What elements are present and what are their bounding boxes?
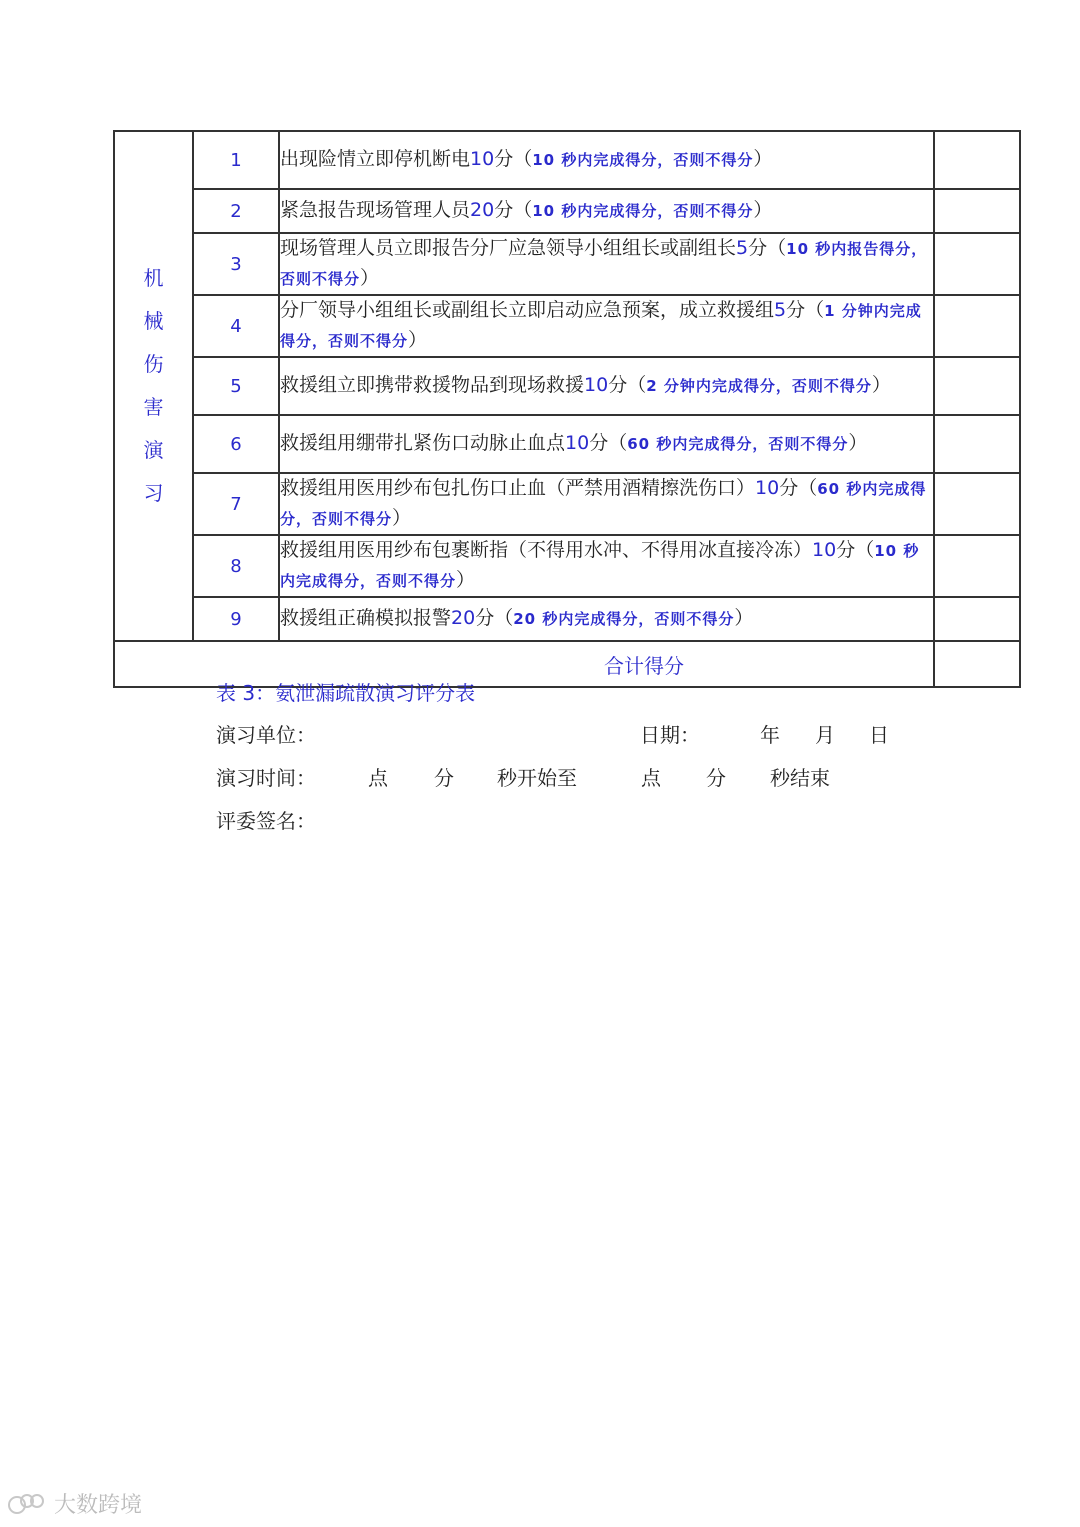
paren-open: （ xyxy=(494,607,514,629)
score-cell[interactable] xyxy=(934,295,1020,357)
item-text: 紧急报告现场管理人员 xyxy=(280,199,471,221)
item-unit: 分 xyxy=(748,237,768,259)
item-text: 救援组立即携带救援物品到现场救援 xyxy=(280,374,585,396)
time-label: 演习时间： xyxy=(216,766,316,790)
table-row xyxy=(114,597,1020,641)
table-row xyxy=(114,189,1020,233)
paren-open: （ xyxy=(855,539,875,561)
item-text: 救援组正确模拟报警 xyxy=(280,607,452,629)
item-text: 救援组用医用纱布包扎伤口止血（严禁用酒精擦洗伤口） xyxy=(280,477,756,499)
score-cell[interactable] xyxy=(934,473,1020,535)
item-points: 20 xyxy=(451,607,476,629)
row-number: 3 xyxy=(193,233,279,295)
row-number: 2 xyxy=(193,189,279,233)
score-cell[interactable] xyxy=(934,535,1020,597)
score-cell[interactable] xyxy=(934,131,1020,189)
total-label: 合计得分 xyxy=(604,653,684,678)
paren-open: （ xyxy=(767,237,787,259)
score-cell[interactable] xyxy=(934,189,1020,233)
row-description xyxy=(279,473,934,535)
item-points: 5 xyxy=(774,299,787,321)
score-cell[interactable] xyxy=(934,597,1020,641)
hour-start-label: 点 xyxy=(368,766,388,790)
paren-open: （ xyxy=(805,299,825,321)
item-points: 5 xyxy=(736,237,749,259)
minute-start-label: 分 xyxy=(434,766,454,790)
item-note: 60 秒内完成得分，否则不得分 xyxy=(627,435,849,453)
item-unit: 分 xyxy=(779,477,799,499)
year-label: 年 xyxy=(760,723,780,747)
row-number: 6 xyxy=(193,415,279,473)
paren-open: （ xyxy=(608,432,628,454)
item-note: 20 秒内完成得分，否则不得分 xyxy=(513,610,735,628)
row-number: 5 xyxy=(193,357,279,415)
item-note: 10 秒内报告得分，否则不得分 xyxy=(280,240,928,288)
paren-close: ） xyxy=(360,267,380,289)
row-description xyxy=(279,295,934,357)
total-score-cell[interactable] xyxy=(934,641,1020,687)
item-unit: 分 xyxy=(589,432,609,454)
row-number: 7 xyxy=(193,473,279,535)
watermark-text: 大数跨境 xyxy=(54,1493,143,1518)
item-text: 分厂领导小组组长或副组长立即启动应急预案，成立救援组 xyxy=(280,299,775,321)
paren-open: （ xyxy=(513,148,533,170)
item-note: 10 秒内完成得分，否则不得分 xyxy=(532,151,754,169)
day-label: 日 xyxy=(869,723,889,747)
item-points: 10 xyxy=(755,477,780,499)
item-unit: 分 xyxy=(786,299,806,321)
category-cell xyxy=(114,131,193,641)
table-row xyxy=(114,415,1020,473)
row-number: 9 xyxy=(193,597,279,641)
item-unit: 分 xyxy=(494,148,514,170)
paren-close: ） xyxy=(392,507,412,529)
item-points: 10 xyxy=(565,432,590,454)
item-unit: 分 xyxy=(494,199,514,221)
item-unit: 分 xyxy=(475,607,495,629)
watermark-logo-icon xyxy=(8,1492,48,1516)
item-note: 1 分钟内完成得分，否则不得分 xyxy=(280,302,922,350)
score-cell[interactable] xyxy=(934,233,1020,295)
score-table xyxy=(113,130,1021,688)
item-points: 10 xyxy=(812,539,837,561)
watermark xyxy=(8,1488,142,1519)
category-line: 机 械 xyxy=(143,266,178,333)
month-label: 月 xyxy=(815,723,835,747)
item-unit: 分 xyxy=(608,374,628,396)
paren-close: ） xyxy=(871,374,891,396)
item-points: 10 xyxy=(584,374,609,396)
hour-end-label: 点 xyxy=(641,766,661,790)
paren-close: ） xyxy=(753,199,773,221)
paren-close: ） xyxy=(408,329,428,351)
table-row xyxy=(114,535,1020,597)
signature-label: 评委签名： xyxy=(216,809,316,833)
table-row xyxy=(114,131,1020,189)
row-description xyxy=(279,415,934,473)
category-line: 演 习 xyxy=(143,438,178,505)
end-label: 秒结束 xyxy=(770,766,830,790)
item-note: 10 秒内完成得分，否则不得分 xyxy=(532,202,754,220)
table-caption: 表 3：氨泄漏疏散演习评分表 xyxy=(216,681,476,705)
unit-label: 演习单位： xyxy=(216,723,316,747)
table-row xyxy=(114,473,1020,535)
date-label: 日期： xyxy=(640,723,700,747)
row-number: 8 xyxy=(193,535,279,597)
table-row xyxy=(114,357,1020,415)
paren-close: ） xyxy=(848,432,868,454)
row-description xyxy=(279,357,934,415)
item-text: 现场管理人员立即报告分厂应急领导小组组长或副组长 xyxy=(280,237,737,259)
item-text: 救援组用医用纱布包裹断指（不得用水冲、不得用冰直接冷冻） xyxy=(280,539,813,561)
start-label: 秒开始至 xyxy=(497,766,577,790)
paren-close: ） xyxy=(734,607,754,629)
row-description xyxy=(279,597,934,641)
row-description xyxy=(279,189,934,233)
item-text: 出现险情立即停机断电 xyxy=(280,148,471,170)
paren-open: （ xyxy=(513,199,533,221)
row-description xyxy=(279,131,934,189)
item-note: 60 秒内完成得分，否则不得分 xyxy=(280,480,927,528)
paren-close: ） xyxy=(753,148,773,170)
category-line: 伤 害 xyxy=(143,352,178,419)
item-unit: 分 xyxy=(836,539,856,561)
item-points: 10 xyxy=(470,148,495,170)
row-number: 1 xyxy=(193,131,279,189)
item-note: 10 秒内完成得分，否则不得分 xyxy=(280,542,920,590)
item-note: 2 分钟内完成得分，否则不得分 xyxy=(646,377,872,395)
row-number: 4 xyxy=(193,295,279,357)
paren-open: （ xyxy=(798,477,818,499)
row-description xyxy=(279,535,934,597)
table-row xyxy=(114,233,1020,295)
row-description xyxy=(279,233,934,295)
table-row xyxy=(114,295,1020,357)
paren-open: （ xyxy=(627,374,647,396)
score-cell[interactable] xyxy=(934,415,1020,473)
item-points: 20 xyxy=(470,199,495,221)
item-text: 救援组用绷带扎紧伤口动脉止血点 xyxy=(280,432,566,454)
paren-close: ） xyxy=(456,569,476,591)
score-cell[interactable] xyxy=(934,357,1020,415)
minute-end-label: 分 xyxy=(706,766,726,790)
